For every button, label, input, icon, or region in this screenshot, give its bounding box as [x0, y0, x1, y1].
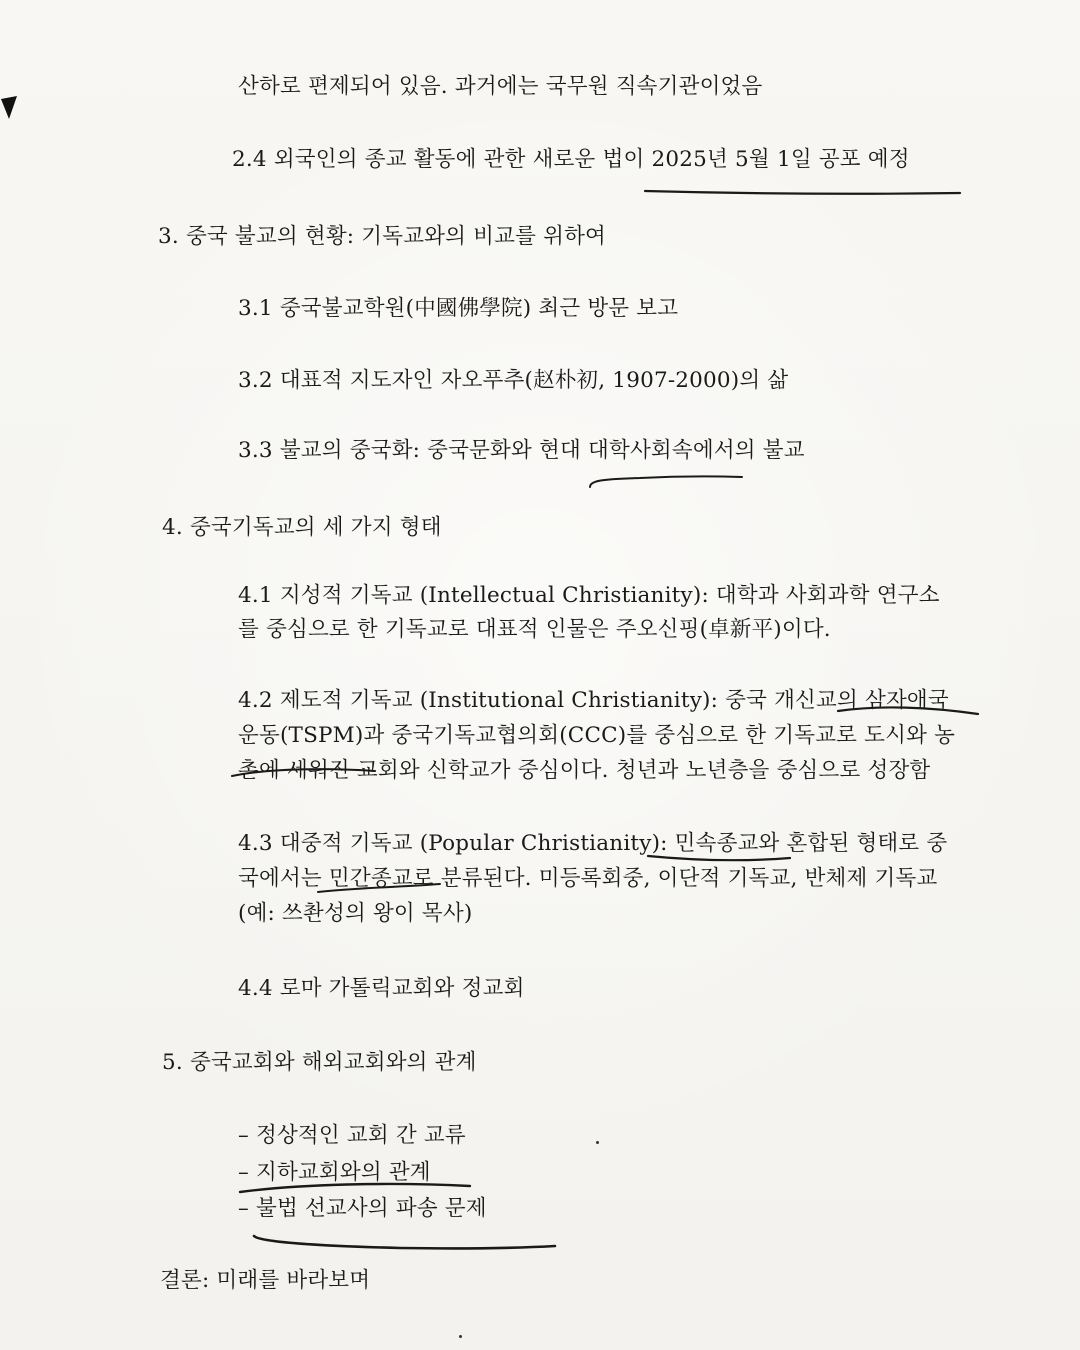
section-4-2-line-2: 운동(TSPM)과 중국기독교협의회(CCC)를 중심으로 한 기독교로 도시와 농 [238, 723, 956, 748]
section-4-3-line-2: 국에서는 민간종교로 분류된다. 미등록회중, 이단적 기독교, 반체제 기독교 [238, 866, 938, 891]
paper-speck [596, 1141, 599, 1144]
section-4-2-line-3: 촌에 세워진 교회와 신학교가 중심이다. 청년과 노년층을 중심으로 성장함 [238, 758, 931, 783]
paper-speck [459, 1335, 462, 1338]
section-5-item-3: – 불법 선교사의 파송 문제 [238, 1196, 487, 1221]
section-2-4: 2.4 외국인의 종교 활동에 관한 새로운 법이 2025년 5월 1일 공포 예정 [232, 147, 910, 172]
section-4-heading: 4. 중국기독교의 세 가지 형태 [162, 515, 442, 540]
margin-mark-icon [0, 95, 20, 121]
section-3-heading: 3. 중국 불교의 현황: 기독교와의 비교를 위하여 [158, 224, 607, 249]
section-5-item-1: – 정상적인 교회 간 교류 [238, 1123, 466, 1148]
conclusion-heading: 결론: 미래를 바라보며 [160, 1268, 371, 1293]
section-5-heading: 5. 중국교회와 해외교회와의 관계 [162, 1050, 477, 1075]
section-4-1-line-2: 를 중심으로 한 기독교로 대표적 인물은 주오신핑(卓新平)이다. [238, 617, 831, 642]
section-3-2: 3.2 대표적 지도자인 자오푸추(赵朴初, 1907-2000)의 삶 [238, 368, 789, 393]
text-line-1: 산하로 편제되어 있음. 과거에는 국무원 직속기관이었음 [238, 74, 763, 99]
section-4-4: 4.4 로마 가톨릭교회와 정교회 [238, 976, 525, 1001]
section-4-3-line-1: 4.3 대중적 기독교 (Popular Christianity): 민속종교와 혼합된 형태로 중 [238, 831, 948, 856]
underline-law-2025 [645, 191, 960, 194]
section-4-1-line-1: 4.1 지성적 기독교 (Intellectual Christianity): 대학과 사회과학 연구소 [238, 583, 940, 608]
underline-missionary [254, 1236, 555, 1248]
section-3-3: 3.3 불교의 중국화: 중국문화와 현대 대학사회속에서의 불교 [238, 438, 805, 463]
section-4-2-line-1: 4.2 제도적 기독교 (Institutional Christianity): 중국 개신교의 삼자애국 [238, 688, 949, 713]
section-5-item-2: – 지하교회와의 관계 [238, 1160, 431, 1185]
underline-university-society [590, 476, 742, 487]
section-4-3-line-3: (예: 쓰촨성의 왕이 목사) [238, 901, 473, 926]
underline-folk-religion [648, 856, 790, 860]
section-3-1: 3.1 중국불교학원(中國佛學院) 최근 방문 보고 [238, 296, 679, 321]
underline-underground [240, 1184, 470, 1192]
